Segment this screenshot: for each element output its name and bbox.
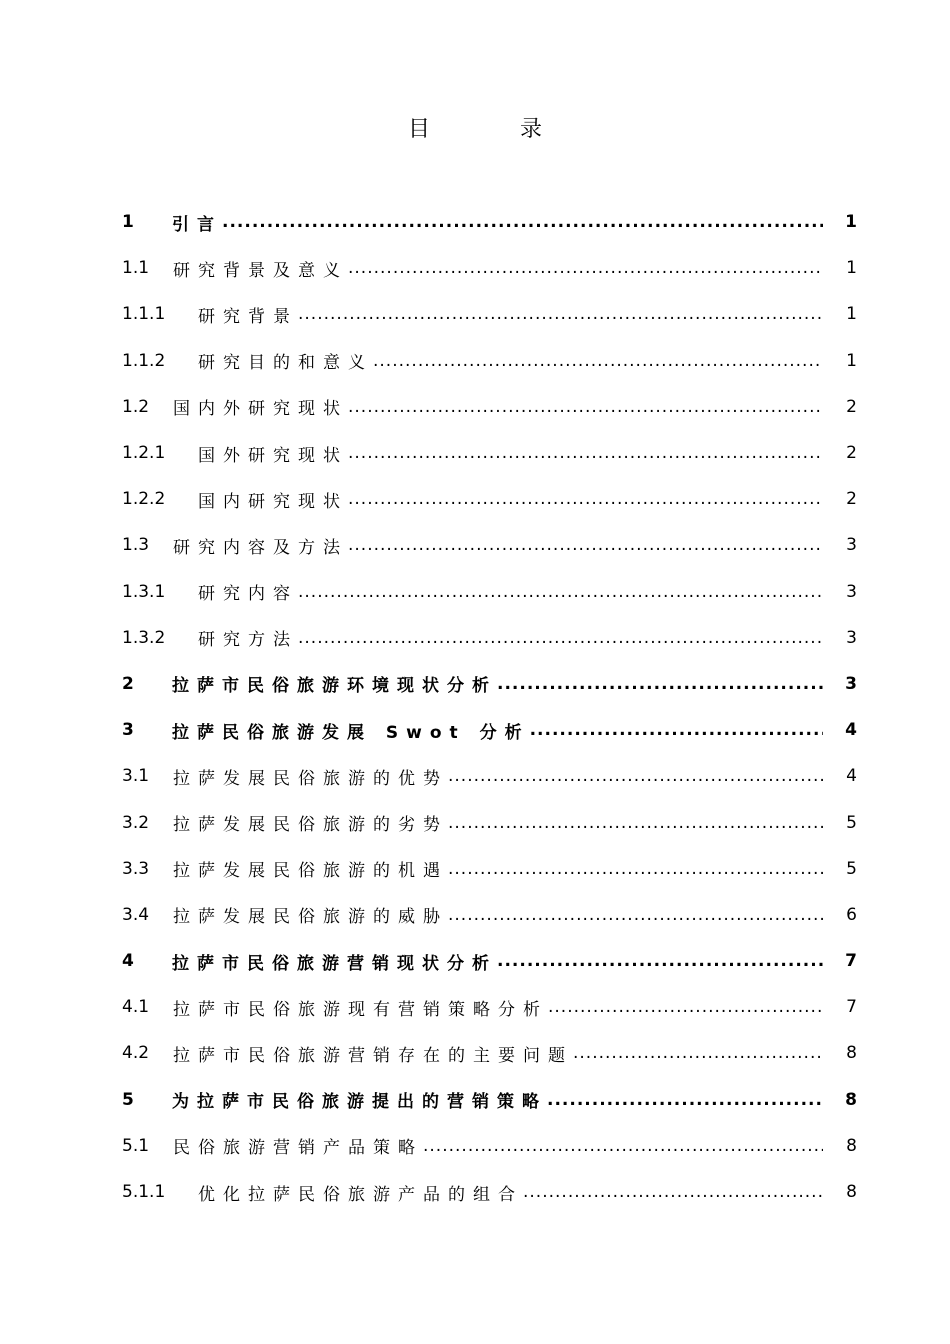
toc-entry-number: 1.1 (122, 258, 150, 279)
toc-dot-leader (423, 1136, 823, 1156)
toc-entry-title: 拉萨发展民俗旅游的机遇 (173, 861, 448, 882)
toc-entry-title: 拉萨发展民俗旅游的威胁 (173, 907, 448, 928)
toc-entry-page-number: 7 (846, 997, 857, 1018)
toc-entry-title: 研究内容及方法 (173, 537, 348, 558)
toc-entry-number: 1.2 (122, 396, 150, 417)
toc-entry-title: 研究背景 (198, 306, 298, 327)
toc-entry-title: 民俗旅游营销产品策略 (173, 1138, 423, 1159)
toc-dot-leader (547, 1090, 823, 1110)
toc-entry-title: 拉萨发展民俗旅游的优势 (173, 768, 448, 789)
toc-entry-title: 研究背景及意义 (173, 260, 348, 281)
toc-dot-leader (497, 951, 823, 971)
toc-entry[interactable] (122, 245, 857, 291)
toc-title-char-1: 目 (407, 117, 430, 142)
toc-entry-number: 4.1 (122, 997, 150, 1018)
toc-entry-title: 拉萨市民俗旅游营销现状分析 (172, 953, 497, 974)
toc-entry[interactable] (122, 938, 857, 984)
toc-entry-number: 1.2.2 (122, 489, 166, 510)
toc-entry[interactable] (122, 291, 857, 337)
toc-entry-page-number: 5 (846, 812, 857, 833)
toc-entry-page-number: 8 (846, 1182, 857, 1203)
toc-entry-title: 国外研究现状 (198, 445, 348, 466)
toc-dot-leader (348, 258, 823, 278)
toc-entry-number: 1.1.1 (122, 304, 166, 325)
toc-entry[interactable] (122, 892, 857, 938)
toc-entry-page-number: 1 (846, 350, 857, 371)
toc-entry[interactable] (122, 615, 857, 661)
toc-entry-number: 3.2 (122, 812, 150, 833)
toc-dot-leader (348, 397, 823, 417)
toc-dot-leader (448, 905, 823, 925)
toc-entry-number: 1.1.2 (122, 350, 166, 371)
toc-dot-leader (448, 813, 823, 833)
toc-entry[interactable] (122, 338, 857, 384)
toc-entry-number: 4.2 (122, 1043, 150, 1064)
toc-entry[interactable] (122, 846, 857, 892)
toc-entry-page-number: 3 (845, 673, 857, 694)
toc-entry-page-number: 1 (846, 304, 857, 325)
toc-title (0, 112, 950, 148)
toc-entry-page-number: 8 (845, 1089, 857, 1110)
toc-dot-leader (548, 997, 823, 1017)
toc-entry-title: 国内外研究现状 (173, 399, 348, 420)
toc-entry-page-number: 3 (846, 627, 857, 648)
toc-entry-number: 1.3.1 (122, 581, 166, 602)
toc-dot-leader (298, 582, 823, 602)
toc-entry-number: 3.1 (122, 766, 150, 787)
toc-entry[interactable] (122, 984, 857, 1030)
toc-entry[interactable] (122, 1030, 857, 1076)
toc-entry[interactable] (122, 522, 857, 568)
toc-entry-page-number: 7 (845, 951, 857, 972)
table-of-contents (122, 199, 857, 1215)
toc-entry-page-number: 2 (846, 489, 857, 510)
toc-entry-page-number: 3 (846, 581, 857, 602)
toc-entry-title: 拉萨市民俗旅游营销存在的主要问题 (173, 1045, 573, 1066)
toc-entry-page-number: 2 (846, 396, 857, 417)
toc-entry-title: 研究方法 (198, 630, 298, 651)
toc-entry-title: 研究目的和意义 (198, 353, 373, 374)
toc-dot-leader (222, 212, 823, 232)
toc-dot-leader (530, 720, 823, 740)
toc-entry-title: 研究内容 (198, 584, 298, 605)
toc-entry-page-number: 4 (846, 766, 857, 787)
toc-entry-title: 拉萨市民俗旅游环境现状分析 (172, 676, 497, 697)
toc-dot-leader (448, 766, 823, 786)
toc-entry-title: 拉萨民俗旅游发展 Swot 分析 (172, 722, 530, 743)
toc-entry[interactable] (122, 661, 857, 707)
toc-entry-number: 3.3 (122, 858, 150, 879)
toc-dot-leader (448, 859, 823, 879)
toc-entry-page-number: 5 (846, 858, 857, 879)
toc-dot-leader (573, 1043, 823, 1063)
toc-entry-title: 为拉萨市民俗旅游提出的营销策略 (172, 1092, 547, 1113)
toc-entry-page-number: 3 (846, 535, 857, 556)
toc-entry-number: 4 (122, 951, 134, 972)
toc-entry[interactable] (122, 799, 857, 845)
toc-entry-number: 5.1 (122, 1135, 150, 1156)
toc-entry-page-number: 6 (846, 904, 857, 925)
toc-entry-page-number: 4 (845, 720, 857, 741)
toc-entry-page-number: 1 (845, 212, 857, 233)
toc-entry[interactable] (122, 1077, 857, 1123)
toc-entry-title: 国内研究现状 (198, 491, 348, 512)
toc-entry-number: 5 (122, 1089, 134, 1110)
toc-entry-number: 1.3 (122, 535, 150, 556)
toc-dot-leader (523, 1182, 823, 1202)
toc-entry[interactable] (122, 1123, 857, 1169)
toc-entry-number: 5.1.1 (122, 1182, 166, 1203)
toc-entry-page-number: 8 (846, 1135, 857, 1156)
toc-entry-title: 优化拉萨民俗旅游产品的组合 (198, 1184, 523, 1205)
toc-entry[interactable] (122, 199, 857, 245)
toc-entry-title: 拉萨市民俗旅游现有营销策略分析 (173, 999, 548, 1020)
toc-entry-page-number: 8 (846, 1043, 857, 1064)
toc-entry[interactable] (122, 384, 857, 430)
toc-dot-leader (373, 351, 823, 371)
toc-entry[interactable] (122, 707, 857, 753)
toc-dot-leader (348, 535, 823, 555)
toc-entry[interactable] (122, 753, 857, 799)
toc-dot-leader (348, 443, 823, 463)
toc-entry-number: 3 (122, 720, 134, 741)
toc-entry-number: 2 (122, 673, 134, 694)
toc-entry[interactable] (122, 476, 857, 522)
toc-entry-title: 引言 (172, 214, 222, 235)
toc-entry-page-number: 1 (846, 258, 857, 279)
toc-title-char-2: 录 (520, 117, 543, 142)
toc-dot-leader (348, 489, 823, 509)
toc-dot-leader (497, 674, 823, 694)
toc-dot-leader (298, 304, 823, 324)
toc-dot-leader (298, 628, 823, 648)
toc-entry[interactable] (122, 430, 857, 476)
toc-entry-title: 拉萨发展民俗旅游的劣势 (173, 815, 448, 836)
toc-entry-number: 3.4 (122, 904, 150, 925)
toc-entry-number: 1.3.2 (122, 627, 166, 648)
toc-entry-number: 1 (122, 212, 134, 233)
toc-entry[interactable] (122, 569, 857, 615)
toc-entry[interactable] (122, 1169, 857, 1215)
toc-entry-page-number: 2 (846, 443, 857, 464)
toc-entry-number: 1.2.1 (122, 443, 166, 464)
